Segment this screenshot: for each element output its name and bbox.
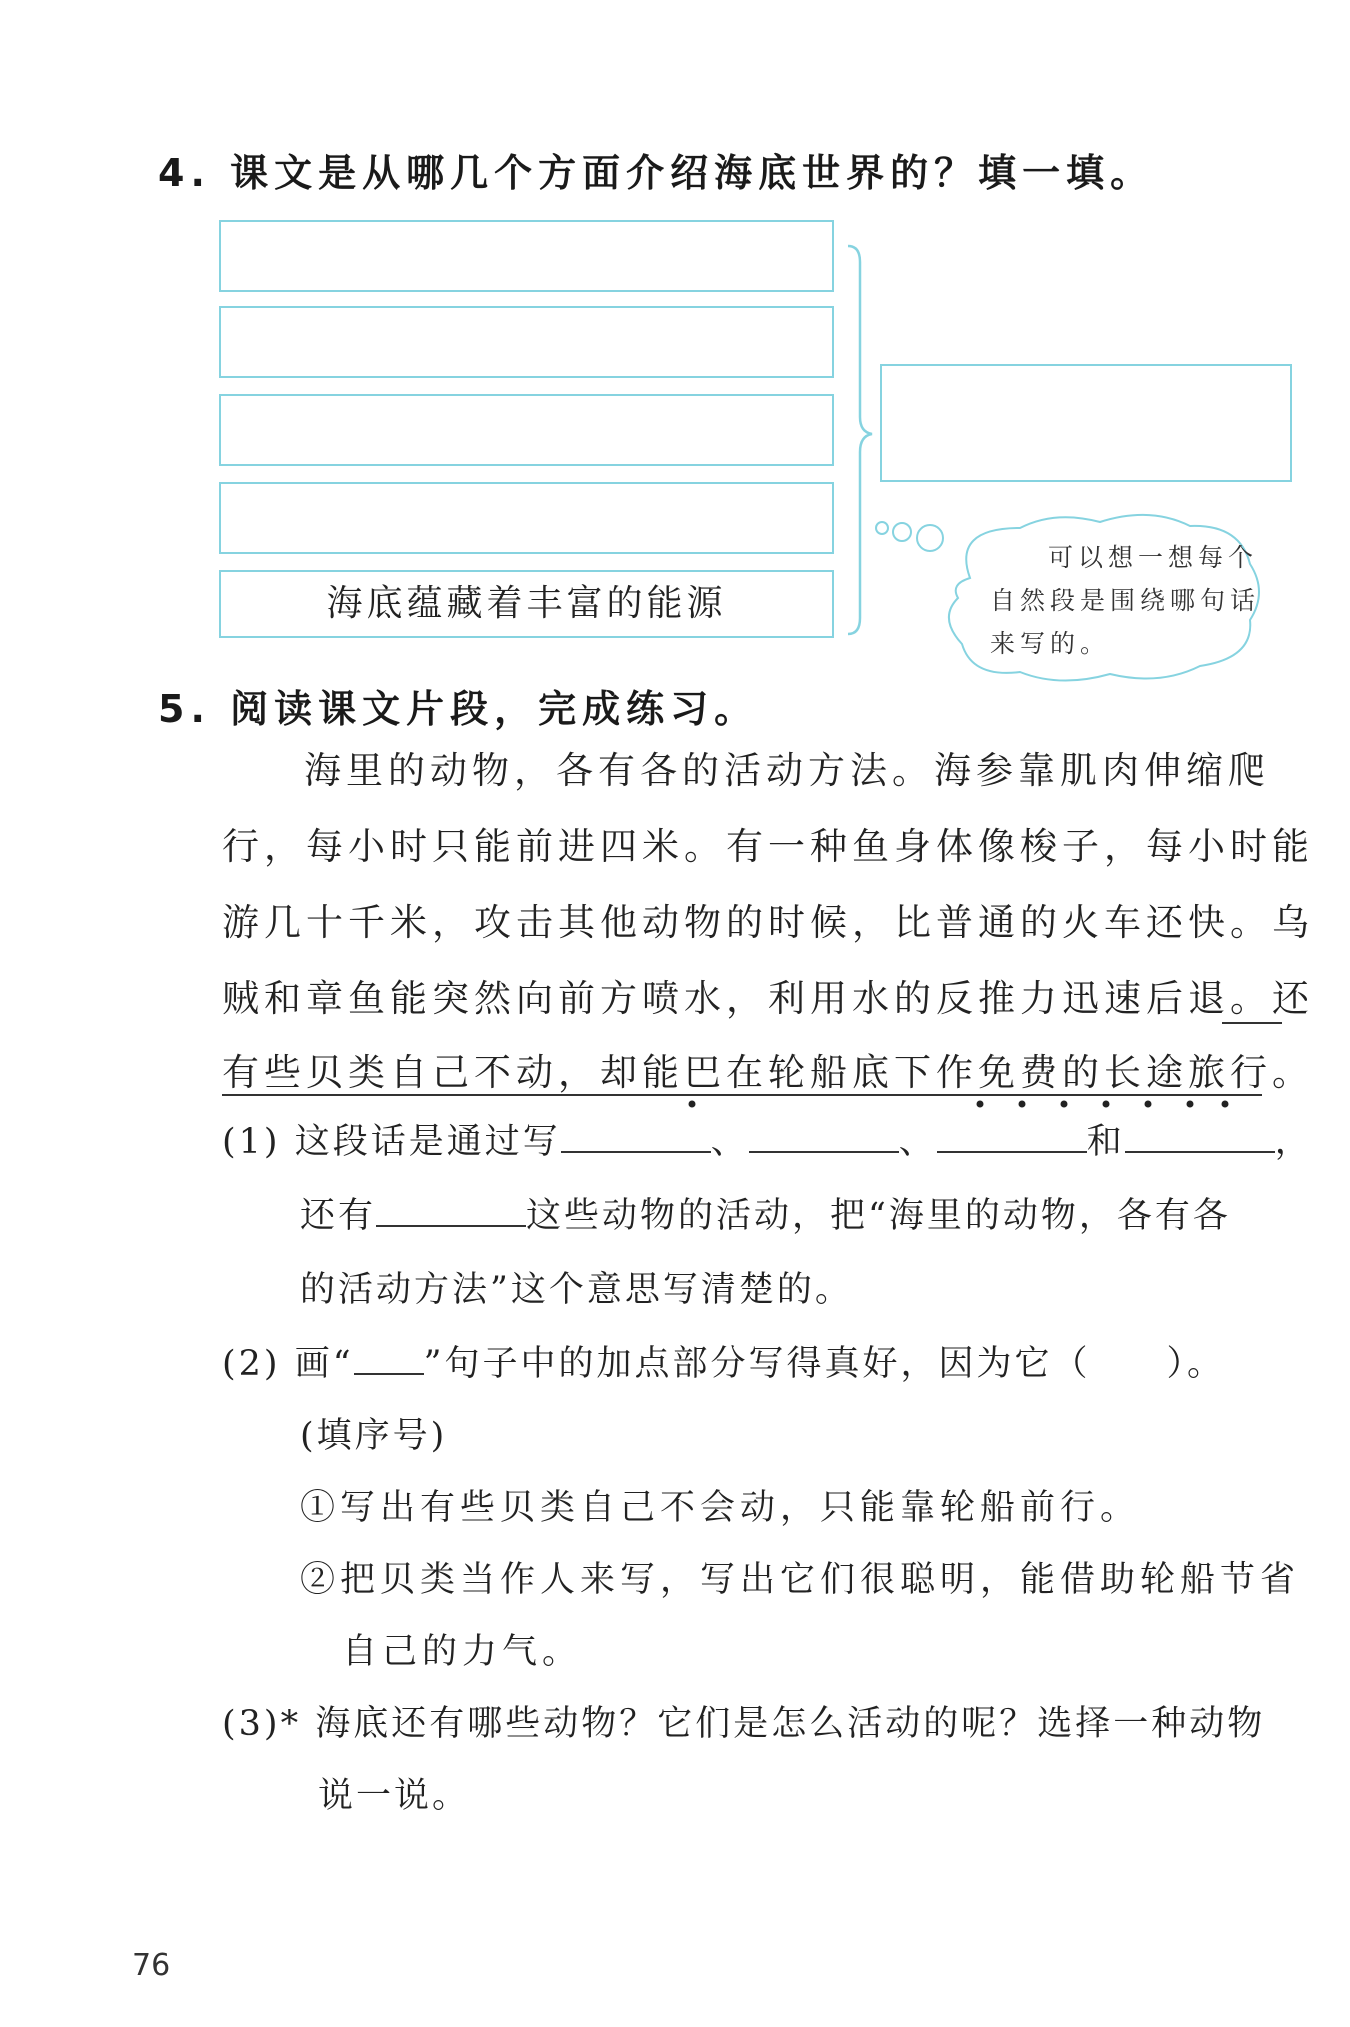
- passage-line-2: 行，每小时只能前进四米。有一种鱼身体像梭子，每小时能: [222, 825, 1314, 868]
- page-number: 76: [132, 1948, 171, 1983]
- sub1-sep: ，: [1274, 1122, 1313, 1162]
- sub1-sep: 、: [898, 1122, 937, 1162]
- passage-line-4: 贼和章鱼能突然向前方喷水，利用水的反推力迅速后退。还: [222, 977, 1314, 1020]
- bubble-text-line3: 来写的。: [990, 629, 1111, 658]
- blank-animal-4[interactable]: [1125, 1121, 1275, 1153]
- blank-animal-3[interactable]: [937, 1121, 1087, 1153]
- sub3-text: 海底还有哪些动物？它们是怎么活动的呢？选择一种动物: [315, 1704, 1266, 1744]
- passage-line-5: 有些贝类自己不动，却能巴在轮船底下作免费的长途旅行。: [222, 1051, 1314, 1094]
- q4-title: 4. 课文是从哪几个方面介绍海底世界的？填一填。: [158, 151, 1155, 195]
- summary-answer-box[interactable]: [880, 364, 1292, 482]
- bubble-text-line2: 自然段是围绕哪句话: [990, 586, 1261, 615]
- option-2-line2: 自己的力气。: [342, 1632, 583, 1672]
- sub3-line1: [222, 1696, 1265, 1746]
- answer-box-5: 海底蕴藏着丰富的能源: [219, 570, 834, 638]
- sub1-text: 还有: [300, 1196, 377, 1236]
- option-2-line1: ②把贝类当作人来写，写出它们很聪明，能借助轮船节省: [300, 1560, 1301, 1600]
- sub1-sep: 和: [1086, 1122, 1125, 1162]
- sub1-label: (1): [222, 1122, 281, 1162]
- sub2-line1: [222, 1336, 1225, 1386]
- passage-line-3: 游几十千米，攻击其他动物的时候，比普通的火车还快。乌: [222, 901, 1314, 944]
- answer-box-4[interactable]: [219, 482, 834, 554]
- underline-sample: [354, 1343, 424, 1375]
- sub2-text: ”句子中的加点部分写得真好，因为它（ ）。: [423, 1344, 1226, 1384]
- answer-box-2[interactable]: [219, 306, 834, 378]
- sub1-line1: [222, 1114, 1313, 1164]
- sub1-line3: 的活动方法”这个意思写清楚的。: [300, 1270, 853, 1310]
- emphasis-dots: [680, 1096, 1240, 1112]
- sub2-label: (2): [222, 1344, 281, 1384]
- sub1-sep: 、: [710, 1122, 749, 1162]
- sub3-line2: 说一说。: [318, 1776, 471, 1816]
- answer-box-3[interactable]: [219, 394, 834, 466]
- sub3-label: (3)*: [222, 1704, 302, 1744]
- blank-animal-2[interactable]: [749, 1121, 899, 1153]
- answer-box-1[interactable]: [219, 220, 834, 292]
- sub2-hint: (填序号): [300, 1416, 448, 1456]
- sub1-text: 这段话是通过写: [294, 1122, 561, 1162]
- bubble-text-line1: 可以想一想每个: [1048, 543, 1259, 572]
- sub1-text: 这些动物的活动，把“海里的动物，各有各: [526, 1196, 1231, 1236]
- q5-title: 5. 阅读课文片段，完成练习。: [158, 687, 759, 731]
- blank-animal-1[interactable]: [561, 1121, 711, 1153]
- passage-line-1: 海里的动物，各有各的活动方法。海参靠肌肉伸缩爬: [304, 749, 1270, 792]
- sub2-text: 画“: [294, 1344, 354, 1384]
- sub1-line2: [300, 1188, 1231, 1238]
- sentence-underline-1: [1222, 1022, 1282, 1024]
- option-1: ①写出有些贝类自己不会动，只能靠轮船前行。: [300, 1488, 1141, 1528]
- blank-animal-5[interactable]: [376, 1195, 526, 1227]
